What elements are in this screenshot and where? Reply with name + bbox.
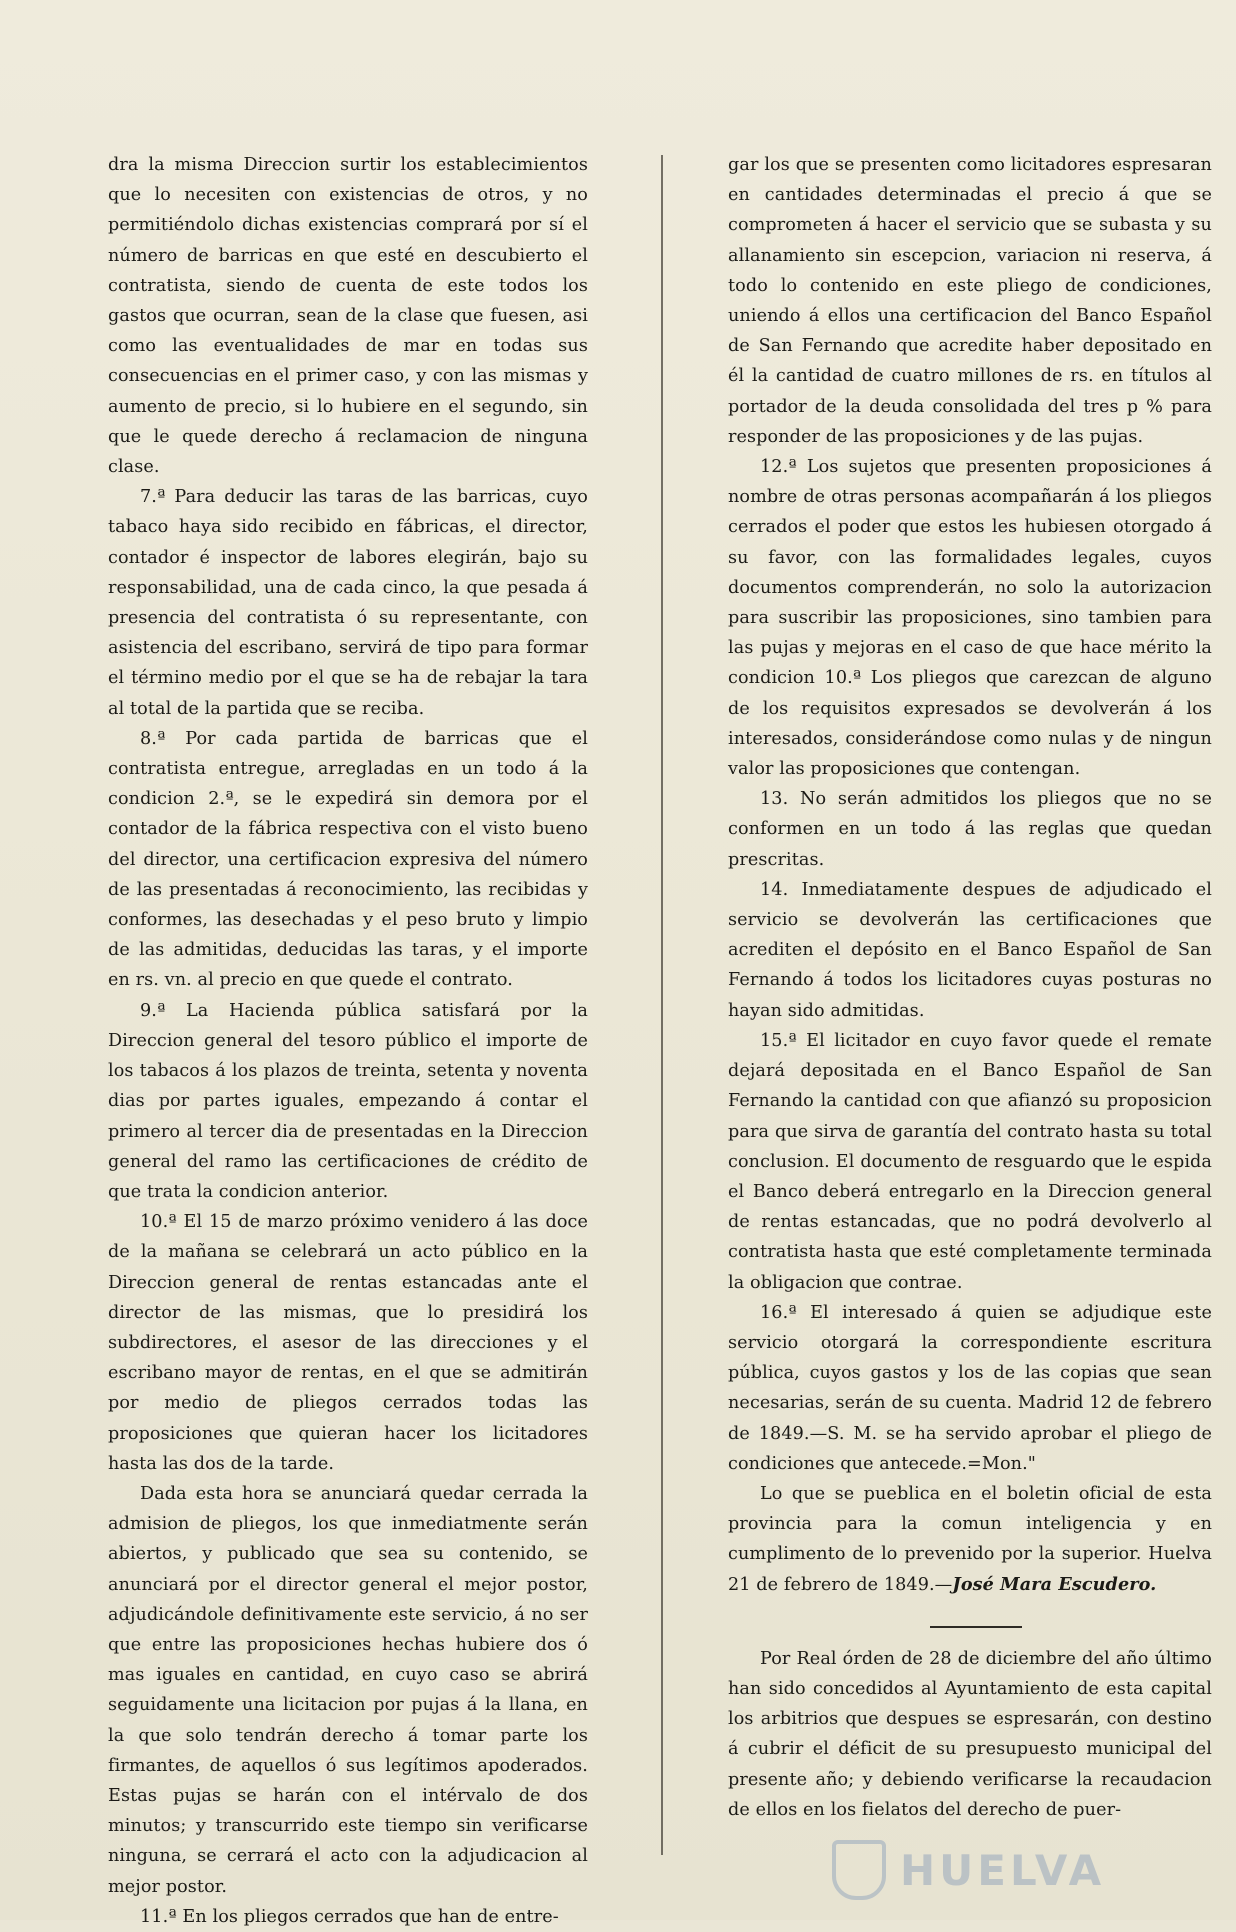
publication-note-text: Lo que se pueblica en el boletin oficial de esta provincia para la comun inteligencia y en cumplimento de lo prevenido por la superior. Huelva 21 de febrero de 1849.— — [728, 1483, 1212, 1595]
watermark — [832, 1840, 1105, 1900]
condition-11-start: 11.ª En los pliegos cerrados que han de entre- — [140, 1906, 559, 1927]
watermark-text: HUELVA — [900, 1845, 1106, 1895]
condition-15: 15.ª El licitador en cuyo favor quede el remate dejará depositada en el Banco Español de San Fernando la cantidad con que afianzó su proposicion para que sirva de garantía del contrato hasta su total conclusion. El documento de resguardo que le espida el Banco deberá entregarlo en la Direccion general de rentas estancadas, que no podrá devolverlo al contratista hasta que esté completamente terminada la obligacion que contrae. — [728, 1030, 1212, 1293]
shield-icon — [832, 1840, 886, 1900]
column-divider — [661, 155, 663, 1855]
condition-16: 16.ª El interesado á quien se adjudique este servicio otorgará la correspondiente escritura pública, cuyos gastos y los de las copias que sean necesarias, serán de su cuenta. Madrid 12 de febrero de 1849.—S. M. se ha servido aprobar el pliego de condiciones que antecede.=Mon." — [728, 1302, 1212, 1474]
condition-14: 14. Inmediatamente despues de adjudicado el servicio se devolverán las certificaciones que acrediten el depósito en el Banco Español de San Fernando á todos los licitadores cuyas posturas no hayan sido admitidas. — [728, 879, 1212, 1021]
condition-9: 9.ª La Hacienda pública satisfará por la Direccion general del tesoro público el importe de los tabacos á los plazos de treinta, setenta y noventa dias por partes iguales, empezando á contar el primero al tercer dia de presentadas en la Direccion general del ramo las certificaciones de crédito de que trata la condicion anterior. — [108, 1000, 588, 1202]
paragraph-continuation: dra la misma Direccion surtir los establecimientos que lo necesiten con existencias de otros, y no permitiéndolo dichas existencias comprará por sí el número de barricas en que esté en descubierto el contratista, siendo de cuenta de este todos los gastos que ocurran, sean de la clase que fuesen, asi como las eventualidades de mar en todas sus consecuencias en el primer caso, y con las mismas y aumento de precio, si lo hubiere en el segundo, sin que le quede derecho á reclamacion de ninguna clase. — [108, 155, 588, 478]
publication-note — [728, 1479, 1212, 1600]
condition-8: 8.ª Por cada partida de barricas que el contratista entregue, arregladas en un todo á la condicion 2.ª, se le expedirá sin demora por el contador de la fábrica respectiva con el visto bueno del director, una certificacion expresiva del número de las presentadas á reconocimiento, las recibidas y conformes, las desechadas y el peso bruto y limpio de las admitidas, deducidas las taras, y el importe en rs. vn. al precio en que quede el contrato. — [108, 728, 588, 991]
royal-order-paragraph: Por Real órden de 28 de diciembre del año último han sido concedidos al Ayuntamiento de esta capital los arbitrios que despues se espresarán, con destino á cubrir el déficit de su presupuesto municipal del presente año; y debiendo verificarse la recaudacion de ellos en los fielatos del derecho de puer- — [728, 1648, 1212, 1820]
right-column — [728, 150, 1212, 1825]
condition-11-continued: gar los que se presenten como licitadores espresaran en cantidades determinadas el precio á que se comprometen á hacer el servicio que se subasta y su allanamiento sin escepcion, variacion ni reserva, á todo lo contenido en este pliego de condiciones, uniendo á ellos una certificacion del Banco Español de San Fernando que acredite haber depositado en él la cantidad de cuatro millones de rs. en títulos al portador de la deuda consolidada del tres p % para responder de las proposiciones y de las pujas. — [728, 155, 1212, 447]
condition-10: 10.ª El 15 de marzo próximo venidero á las doce de la mañana se celebrará un acto público en la Direccion general de rentas estancadas ante el director de las mismas, que lo presidirá los subdirectores, el asesor de las direcciones y el escribano mayor de rentas, en el que se admitirán por medio de pliegos cerrados todas las proposiciones que quieran hacer los licitadores hasta las dos de la tarde. — [108, 1212, 588, 1474]
condition-12: 12.ª Los sujetos que presenten proposiciones á nombre de otras personas acompañarán á los pliegos cerrados el poder que estos les hubiesen otorgado á su favor, con las formalidades legales, cuyos documentos comprenderán, no solo la autorizacion para suscribir las proposiciones, sino tambien para las pujas y mejoras en el caso de que hace mérito la condicion 10.ª Los pliegos que carezcan de alguno de los requisitos expresados se devolverán á los interesados, considerándose como nulas y de ningun valor las proposiciones que contengan. — [728, 457, 1212, 780]
condition-13: 13. No serán admitidos los pliegos que no se conformen en un todo á las reglas que quedan prescritas. — [728, 789, 1212, 870]
left-column — [108, 150, 588, 1932]
condition-10-continued: Dada esta hora se anunciará quedar cerrada la admision de pliegos, los que inmediatmente serán abiertos, y publicado que sea su contenido, se anunciará por el director general el mejor postor, adjudicándole definitivamente este servicio, á no ser que entre las proposiciones hechas hubiere dos ó mas iguales en cantidad, en cuyo caso se abrirá seguidamente una licitacion por pujas á la llana, en la que solo tendrán derecho á tomar parte los firmantes, de aquellos ó sus legítimos apoderados. Estas pujas se harán con el intérvalo de dos minutos; y transcurrido este tiempo sin verificarse ninguna, se cerrará el acto con la adjudicacion al mejor postor. — [108, 1483, 588, 1897]
signature: José Mara Escudero. — [952, 1573, 1157, 1595]
condition-7: 7.ª Para deducir las taras de las barricas, cuyo tabaco haya sido recibido en fábricas, el director, contador é inspector de labores elegirán, bajo su responsabilidad, una de cada cinco, la que pesada á presencia del contratista ó su representante, con asistencia del escribano, servirá de tipo para formar el término medio por el que se ha de rebajar la tara al total de la partida que se reciba. — [108, 487, 588, 719]
section-separator — [930, 1626, 1022, 1628]
